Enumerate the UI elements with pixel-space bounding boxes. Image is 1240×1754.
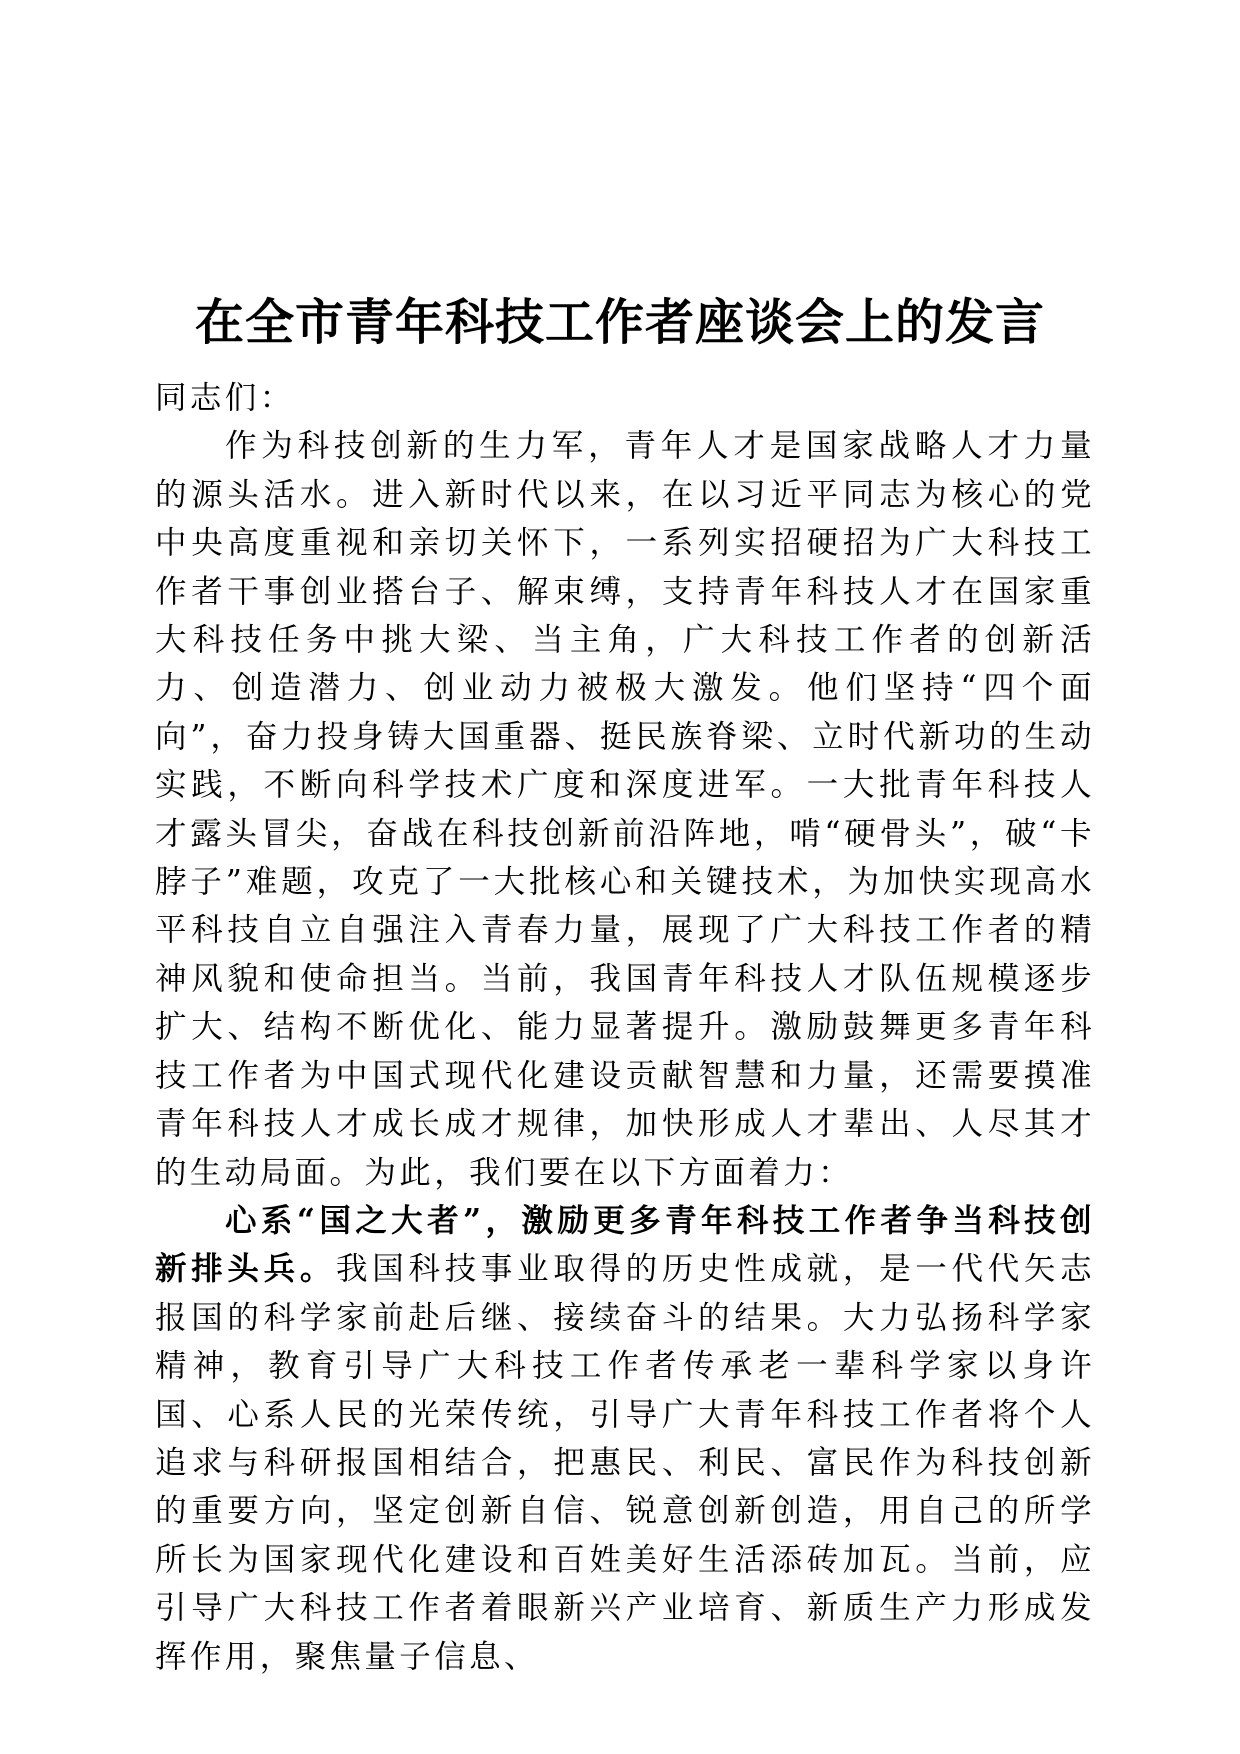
salutation: 同志们： [155,380,295,416]
section-heading: 心系“国之大者”，激励更多青年科技工作者争当科技创新排头兵。 [155,1201,1095,1288]
paragraph [155,1197,1095,1681]
paragraph: 作为科技创新的生力军，青年人才是国家战略人才力量的源头活水。进入新时代以来，在以习近平同志为核心的党中央高度重视和亲切关怀下，一系列实招硬招为广大科技工作者干事创业搭台子、解束缚，支持青年科技人才在国家重大科技任务中挑大梁、当主角，广大科技工作者的创新活力、创造潜力、创业动力被极大激发。他们坚持“四个面向”，奋力投身铸大国重器、挺民族脊梁、立时代新功的生动实践，不断向科学技术广度和深度进军。一大批青年科技人才露头冒尖，奋战在科技创新前沿阵地，啃“硬骨头”，破“卡脖子”难题，攻克了一大批核心和关键技术，为加快实现高水平科技自立自强注入青春力量，展现了广大科技工作者的精神风貌和使命担当。当前，我国青年科技人才队伍规模逐步扩大、结构不断优化、能力显著提升。激励鼓舞更多青年科技工作者为中国式现代化建设贡献智慧和力量，还需要摸准青年科技人才成长成才规律，加快形成人才辈出、人尽其才的生动局面。为此，我们要在以下方面着力： [155,428,1095,1191]
document-title: 在全市青年科技工作者座谈会上的发言 [194,292,1045,351]
paragraph-text: 我国科技事业取得的历史性成就，是一代代矢志报国的科学家前赴后继、接续奋斗的结果。大力弘扬科学家精神，教育引导广大科技工作者传承老一辈科学家以身许国、心系人民的光荣传统，引导广大青年科技工作者将个人追求与科研报国相结合，把惠民、利民、富民作为科技创新的重要方向，坚定创新自信、锐意创新创造，用自己的所学所长为国家现代化建设和百姓美好生活添砖加瓦。当前，应引导广大科技工作者着眼新兴产业培育、新质生产力形成发挥作用，聚焦量子信息、 [155,1251,1095,1675]
document-body [155,374,1095,1681]
